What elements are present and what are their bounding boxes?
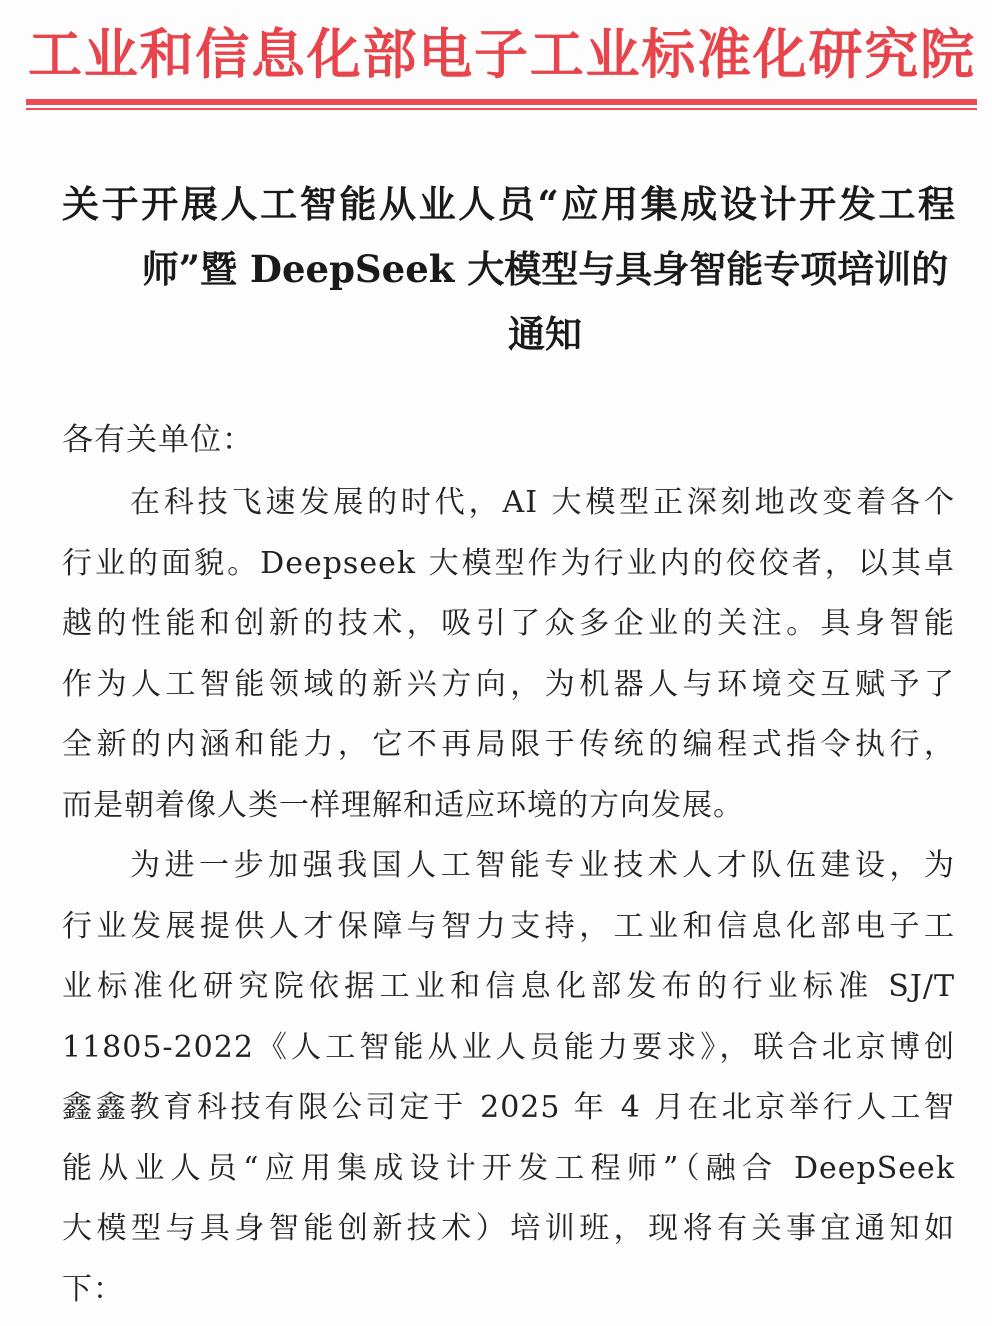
salutation: 各有关单位：: [62, 422, 254, 458]
title-line: 关于开展人工智能从业人员“应用集成设计开发工程: [62, 182, 955, 226]
paragraph-line: 作为人工智能领域的新兴方向，为机器人与环境交互赋予了: [62, 666, 955, 702]
title-line: 师”暨 DeepSeek 大模型与具身智能专项培训的: [141, 247, 949, 291]
paragraph-line: 大模型与具身智能创新技术）培训班，现将有关事宜通知如: [62, 1211, 955, 1246]
paragraph-line: 在科技飞速发展的时代，AI 大模型正深刻地改变着各个: [130, 485, 955, 520]
paragraph-line: 能从业人员“应用集成设计开发工程师”（融合 DeepSeek: [62, 1150, 955, 1186]
paragraph-line: 下：: [62, 1271, 124, 1307]
letterhead-org-name: 工业和信息化部电子工业标准化研究院: [28, 23, 975, 86]
notice-title: [62, 172, 955, 367]
letterhead-rule: [26, 99, 977, 105]
paragraph-line: 越的性能和创新的技术，吸引了众多企业的关注。具身智能: [62, 606, 955, 641]
body-paragraph: [62, 836, 955, 1320]
title-line: 通知: [508, 312, 582, 356]
paragraph-line: 为进一步加强我国人工智能专业技术人才队伍建设，为: [130, 848, 955, 883]
paragraph-line: 鑫鑫教育科技有限公司定于 2025 年 4 月在北京举行人工智: [62, 1090, 955, 1125]
notice-body: [62, 473, 955, 1320]
body-paragraph: [62, 473, 955, 836]
paragraph-line: 11805-2022《人工智能从业人员能力要求》，联合北京博创: [62, 1029, 955, 1065]
paragraph-line: 行业发展提供人才保障与智力支持，工业和信息化部电子工: [62, 908, 955, 944]
letterhead-rule-thin: [26, 108, 977, 110]
paragraph-line: 业标准化研究院依据工业和信息化部发布的行业标准 SJ/T: [62, 969, 955, 1004]
paragraph-line: 而是朝着像人类一样理解和适应环境的方向发展。: [62, 787, 744, 823]
paragraph-line: 行业的面貌。Deepseek 大模型作为行业内的佼佼者，以其卓: [62, 545, 955, 581]
paragraph-line: 全新的内涵和能力，它不再局限于传统的编程式指令执行，: [62, 727, 955, 762]
